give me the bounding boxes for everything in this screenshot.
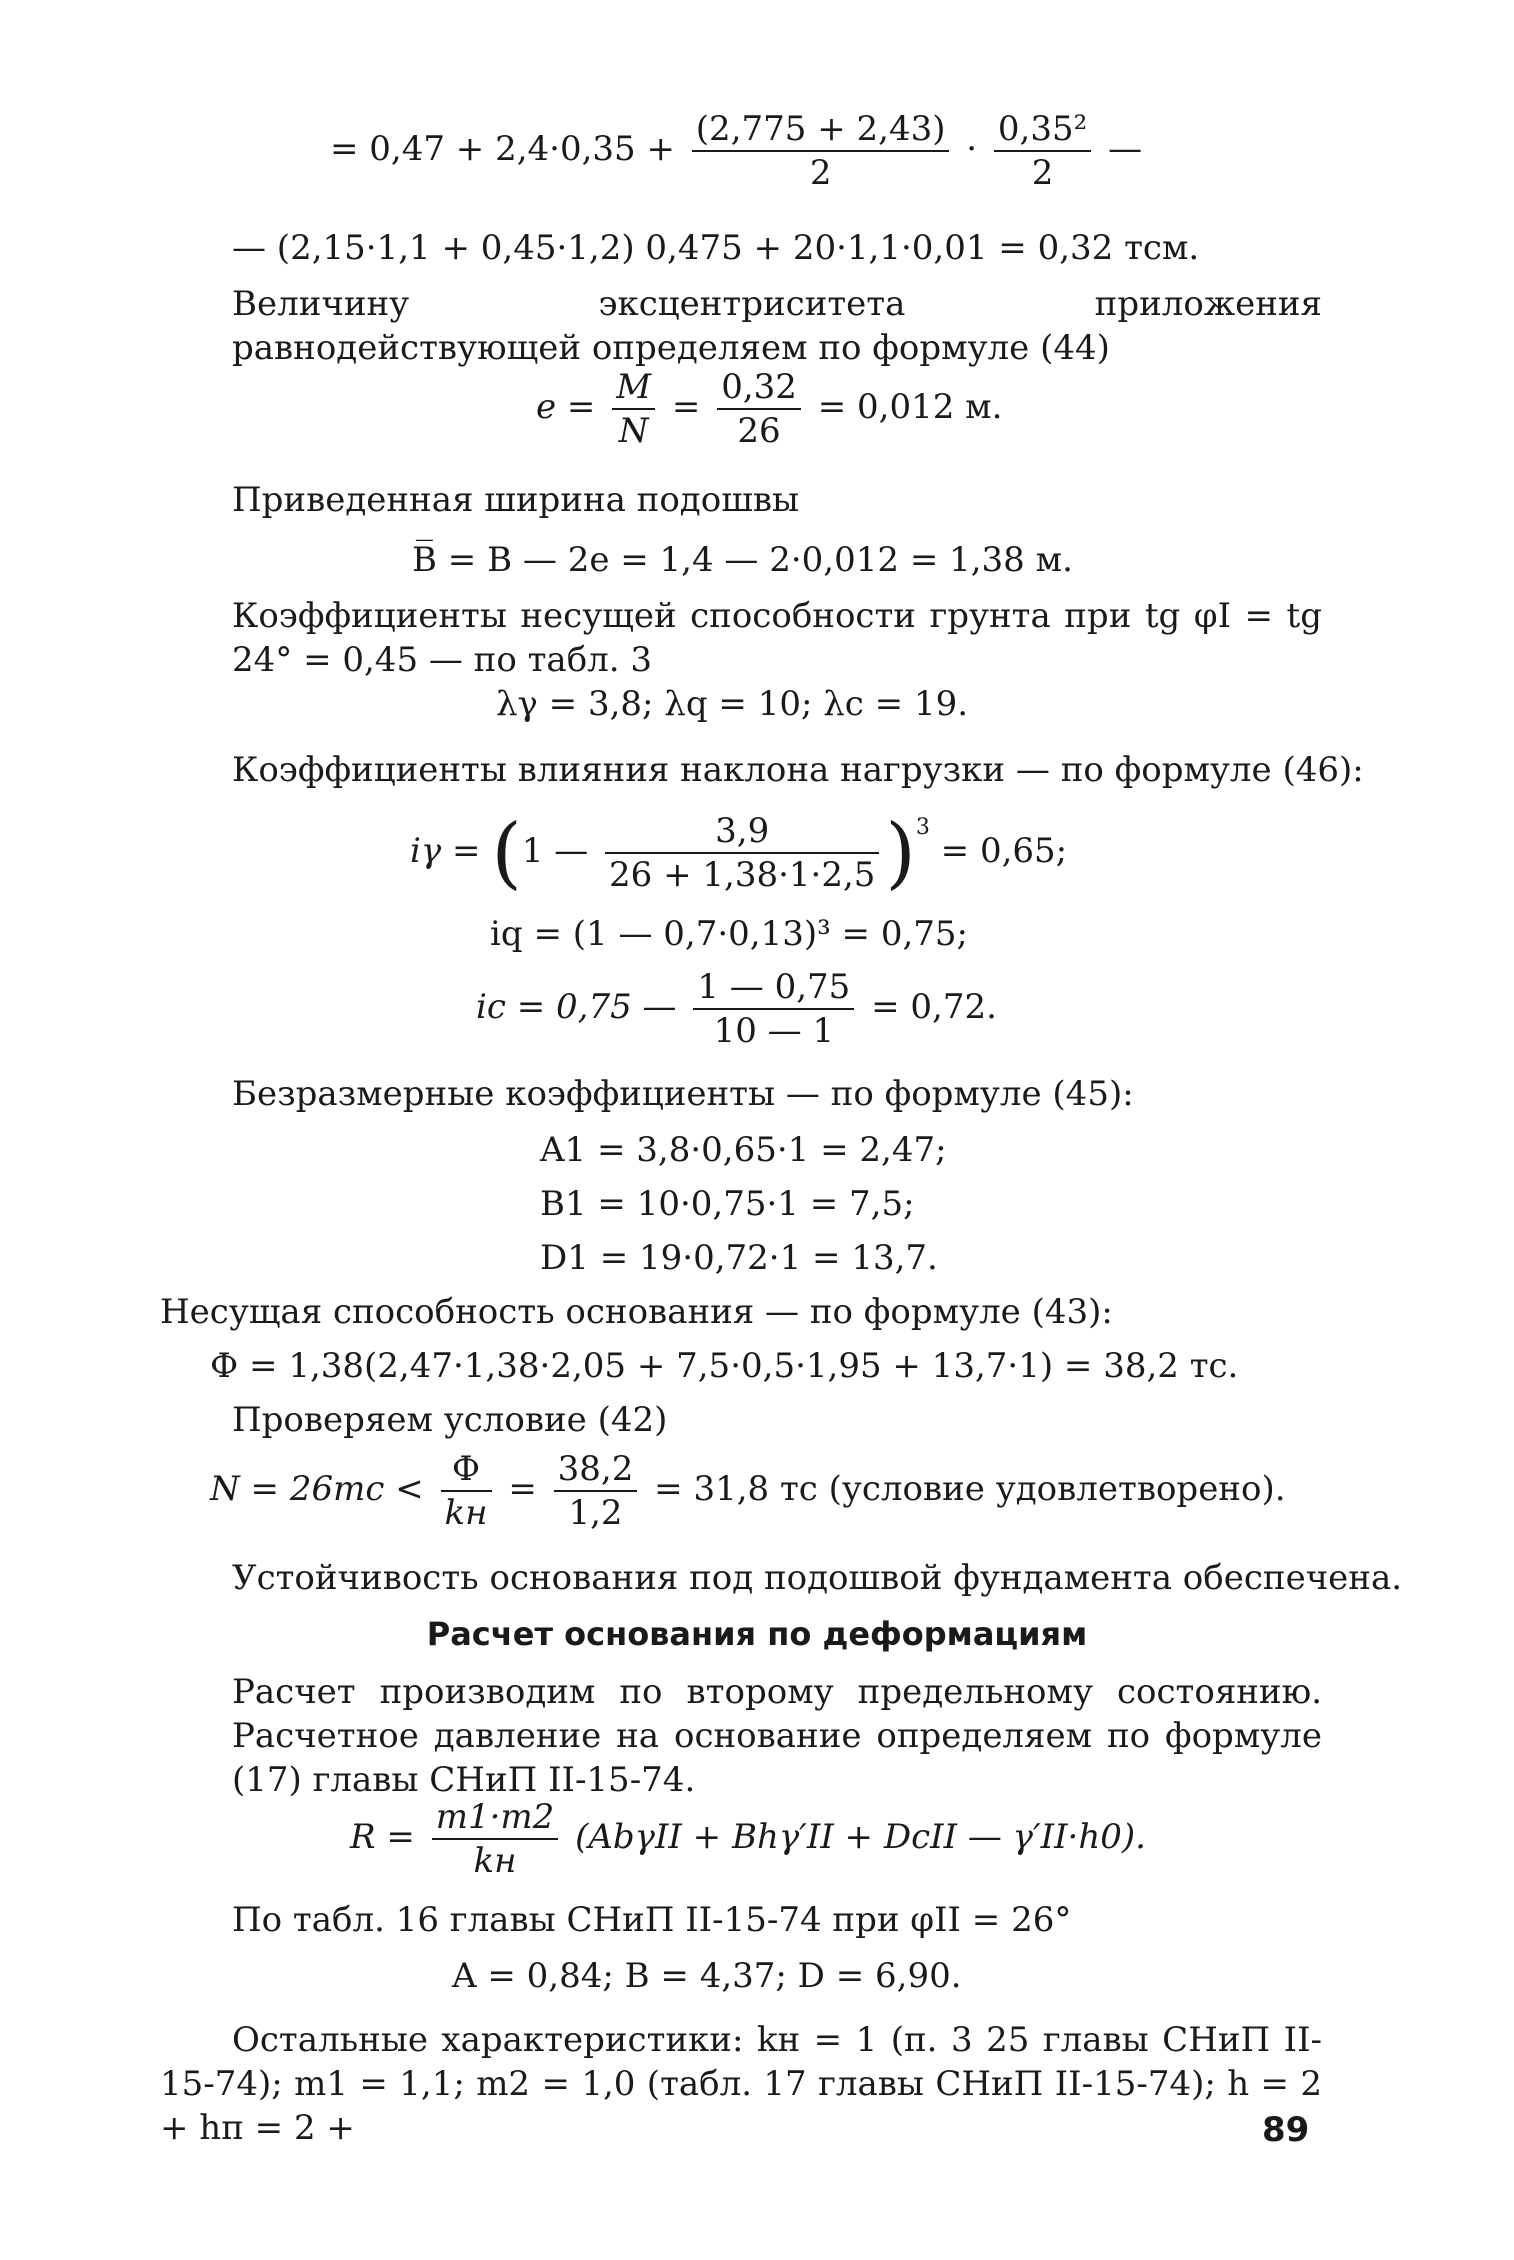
paragraph-width: Приведенная ширина подошвы	[232, 480, 800, 520]
equation-15: A = 0,84; B = 4,37; D = 6,90.	[452, 1956, 962, 1996]
equation-8: ic = 0,75 — $\frac{1 — 0,75}{10 — 1}$ = 0,72.	[476, 967, 997, 1051]
equation-10: B1 = 10·0,75·1 = 7,5;	[540, 1184, 915, 1224]
eq1-part-a: = 0,47 + 2,4·0,35 +	[330, 129, 675, 169]
paragraph-coefficients: Коэффициенты несущей способности грунта при tg φI = tg 24° = 0,45 — по табл. 3	[232, 596, 1322, 680]
paragraph-bearing-capacity: Несущая способность основания — по формуле (43):	[160, 1292, 1113, 1332]
eq1-fraction-2: $\frac{\text{0,35²}}{2}$	[994, 108, 1091, 194]
paragraph-dimensionless: Безразмерные коэффициенты — по формуле (45):	[232, 1074, 1134, 1114]
paragraph-load-inclination: Коэффициенты влияния наклона нагрузки — по формуле (46):	[232, 750, 1364, 790]
page-number: 89	[1262, 2110, 1310, 2150]
paragraph-check: Проверяем условие (42)	[232, 1400, 668, 1440]
paragraph-calculation: Расчет производим по второму предельному состоянию. Расчетное давление на основание определяем по формуле (17) главы СНиП II-15-74.	[232, 1672, 1322, 1800]
paragraph-table16: По табл. 16 главы СНиП II-15-74 при φII = 26°	[232, 1900, 1072, 1940]
equation-4: B̅ = B — 2e = 1,4 — 2·0,012 = 1,38 м.	[412, 540, 1073, 580]
equation-9: A1 = 3,8·0,65·1 = 2,47;	[540, 1130, 947, 1170]
equation-14: R = $\frac{m1\cdot m2}{kн}$ (AbγII + Bhγ′II + DcII — γ′II·h0).	[350, 1797, 1146, 1881]
eq1-fraction-1: $\frac{(2,775 + 2,43)}{2}$	[692, 108, 950, 194]
equation-12: Ф = 1,38(2,47·1,38·2,05 + 7,5·0,5·1,95 + 13,7·1) = 38,2 тс.	[210, 1346, 1239, 1386]
equation-11: D1 = 19·0,72·1 = 13,7.	[540, 1238, 938, 1278]
equation-6: iγ = (1 — $\frac{3,9}{26 + 1,38\cdot 1\cdot 2,5}$ )$^3$ = 0,65;	[410, 808, 1068, 898]
equation-2: — (2,15·1,1 + 0,45·1,2) 0,475 + 20·1,1·0,01 = 0,32 тсм.	[232, 228, 1200, 268]
section-heading: Расчет основания по деформациям	[426, 1615, 1088, 1653]
equation-3: e = $\frac{M}{N}$ = $\frac{0,32}{26}$ = 0,012 м.	[536, 367, 1003, 451]
paragraph-eccentricity: Величину эксцентриситета приложения равнодействующей определяем по формуле (44)	[232, 284, 1322, 368]
equation-13: N = 26тс < $\frac{Ф}{kн}$ = $\frac{38,2}{1,2}$ = 31,8 тс (условие удовлетворено).	[210, 1449, 1286, 1533]
equation-1: = 0,47 + 2,4·0,35 + $\frac{(2,775 + 2,43)}{2}$ · $\frac{\text{0,35²}}{2}$ —	[330, 109, 1143, 193]
paragraph-other-characteristics: Остальные характеристики: kн = 1 (п. 3 25 главы СНиП II-15-74); m1 = 1,1; m2 = 1,0 (табл. 17 главы СНиП II-15-74); h = 2 + hп = 2 +	[160, 2020, 1322, 2148]
equation-5: λγ = 3,8; λq = 10; λc = 19.	[496, 684, 969, 724]
equation-7: iq = (1 — 0,7·0,13)³ = 0,75;	[490, 914, 968, 954]
paragraph-stability: Устойчивость основания под подошвой фундамента обеспечена.	[232, 1558, 1403, 1598]
